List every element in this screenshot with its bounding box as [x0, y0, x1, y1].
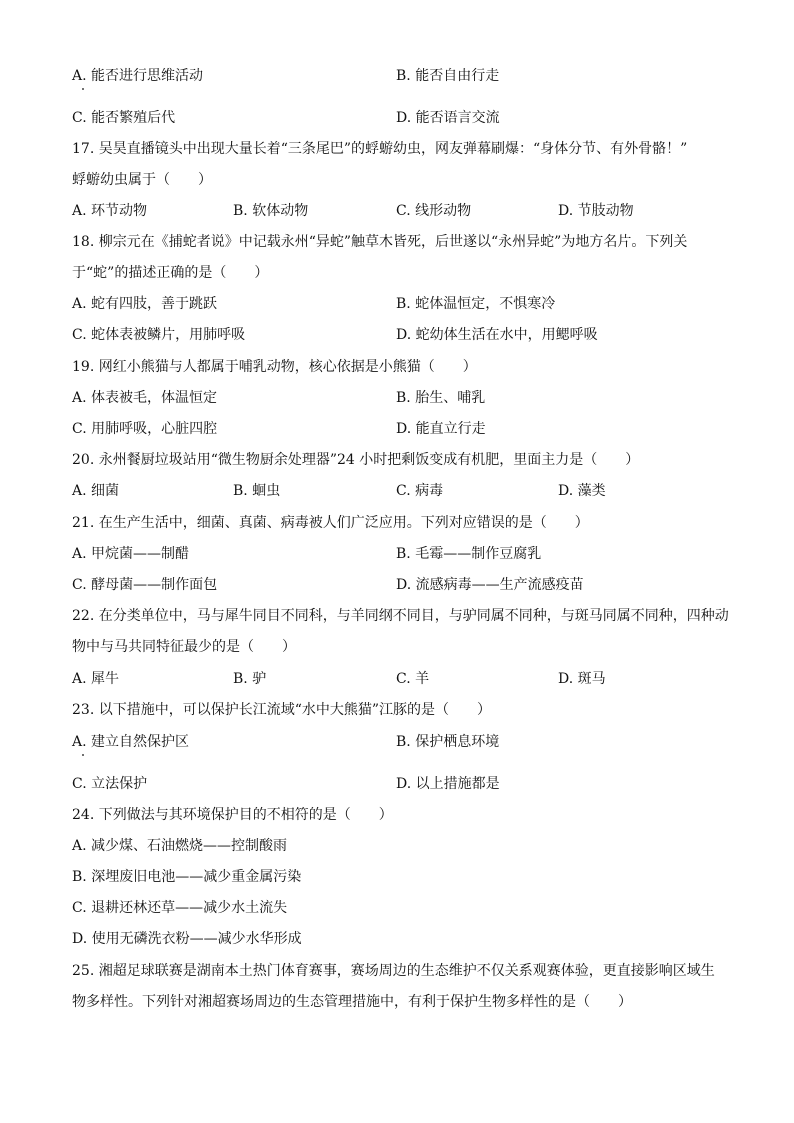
q21-option-a[interactable]: A. 甲烷菌——制醋 — [72, 546, 190, 562]
q18-option-a[interactable]: A. 蛇有四肢，善于跳跃 — [72, 296, 218, 312]
q23-option-b[interactable]: B. 保护栖息环境 — [396, 734, 500, 750]
q18-option-b[interactable]: B. 蛇体温恒定，不惧寒冷 — [396, 296, 556, 312]
q18-stem-line1: 18. 柳宗元在《捕蛇者说》中记载永州“异蛇”触草木皆死，后世遂以“永州异蛇”为地方名片。下列关 — [72, 234, 688, 250]
q25-stem-line1: 25. 湘超足球联赛是湖南本土热门体育赛事，赛场周边的生态维护不仅关系观赛体验，更直接影响区域生 — [72, 963, 715, 979]
q23-option-a[interactable]: A. 建立自然保护区 — [72, 734, 190, 750]
q16-option-a[interactable]: A. 能否进行思维活动 — [72, 68, 204, 84]
q22-option-a[interactable]: A. 犀牛 — [72, 671, 120, 687]
q17-option-a[interactable]: A. 环节动物 — [72, 203, 148, 219]
q24-option-c[interactable]: C. 退耕还林还草——减少水土流失 — [72, 900, 288, 916]
q20-stem-line1: 20. 永州餐厨垃圾站用“微生物厨余处理器”24 小时把剩饭变成有机肥，里面主力是（ ） — [72, 452, 640, 468]
q21-stem-line1: 21. 在生产生活中，细菌、真菌、病毒被人们广泛应用。下列对应错误的是（ ） — [72, 515, 589, 531]
q19-option-c[interactable]: C. 用肺呼吸，心脏四腔 — [72, 421, 218, 437]
q24-option-b[interactable]: B. 深埋废旧电池——减少重金属污染 — [72, 869, 302, 885]
q19-option-b[interactable]: B. 胎生、哺乳 — [396, 390, 486, 406]
q18-stem-line2: 于“蛇”的描述正确的是（ ） — [72, 265, 269, 281]
q23-option-c[interactable]: C. 立法保护 — [72, 776, 148, 792]
stray-mark — [82, 88, 84, 90]
q24-option-d[interactable]: D. 使用无磷洗衣粉——减少水华形成 — [72, 931, 302, 947]
q20-option-a[interactable]: A. 细菌 — [72, 483, 120, 499]
q19-stem-line1: 19. 网红小熊猫与人都属于哺乳动物，核心依据是小熊猫（ ） — [72, 359, 477, 375]
q19-option-d[interactable]: D. 能直立行走 — [396, 421, 486, 437]
q22-option-d[interactable]: D. 斑马 — [558, 671, 606, 687]
q17-stem-line1: 17. 吴昊直播镜头中出现大量长着“三条尾巴”的蜉蝣幼虫，网友弹幕刷爆：“身体分节、有外骨骼！” — [72, 141, 688, 157]
q17-option-d[interactable]: D. 节肢动物 — [558, 203, 634, 219]
q20-option-c[interactable]: C. 病毒 — [396, 483, 444, 499]
q22-stem-line2: 物中与马共同特征最少的是（ ） — [72, 639, 296, 655]
q21-option-c[interactable]: C. 酵母菌——制作面包 — [72, 577, 218, 593]
stray-mark — [82, 754, 84, 756]
q19-option-a[interactable]: A. 体表被毛，体温恒定 — [72, 390, 218, 406]
q17-option-c[interactable]: C. 线形动物 — [396, 203, 472, 219]
q18-option-c[interactable]: C. 蛇体表被鳞片，用肺呼吸 — [72, 327, 246, 343]
q21-option-b[interactable]: B. 毛霉——制作豆腐乳 — [396, 546, 542, 562]
q16-option-c[interactable]: C. 能否繁殖后代 — [72, 110, 176, 126]
q24-stem-line1: 24. 下列做法与其环境保护目的不相符的是（ ） — [72, 807, 393, 823]
q21-option-d[interactable]: D. 流感病毒——生产流感疫苗 — [396, 577, 584, 593]
q22-option-c[interactable]: C. 羊 — [396, 671, 430, 687]
q17-stem-line2: 蜉蝣幼虫属于（ ） — [72, 172, 212, 188]
q16-option-b[interactable]: B. 能否自由行走 — [396, 68, 500, 84]
q23-option-d[interactable]: D. 以上措施都是 — [396, 776, 500, 792]
q25-stem-line2: 物多样性。下列针对湘超赛场周边的生态管理措施中，有利于保护生物多样性的是（ ） — [72, 994, 632, 1010]
q24-option-a[interactable]: A. 减少煤、石油燃烧——控制酸雨 — [72, 838, 288, 854]
q20-option-d[interactable]: D. 藻类 — [558, 483, 606, 499]
q17-option-b[interactable]: B. 软体动物 — [233, 203, 309, 219]
q16-option-d[interactable]: D. 能否语言交流 — [396, 110, 500, 126]
q22-option-b[interactable]: B. 驴 — [233, 671, 267, 687]
q18-option-d[interactable]: D. 蛇幼体生活在水中，用鳃呼吸 — [396, 327, 598, 343]
q22-stem-line1: 22. 在分类单位中，马与犀牛同目不同科，与羊同纲不同目，与驴同属不同种，与斑马同属不同种，四种动 — [72, 608, 729, 624]
q23-stem-line1: 23. 以下措施中，可以保护长江流域“水中大熊猫”江豚的是（ ） — [72, 702, 492, 718]
q20-option-b[interactable]: B. 蛔虫 — [233, 483, 281, 499]
